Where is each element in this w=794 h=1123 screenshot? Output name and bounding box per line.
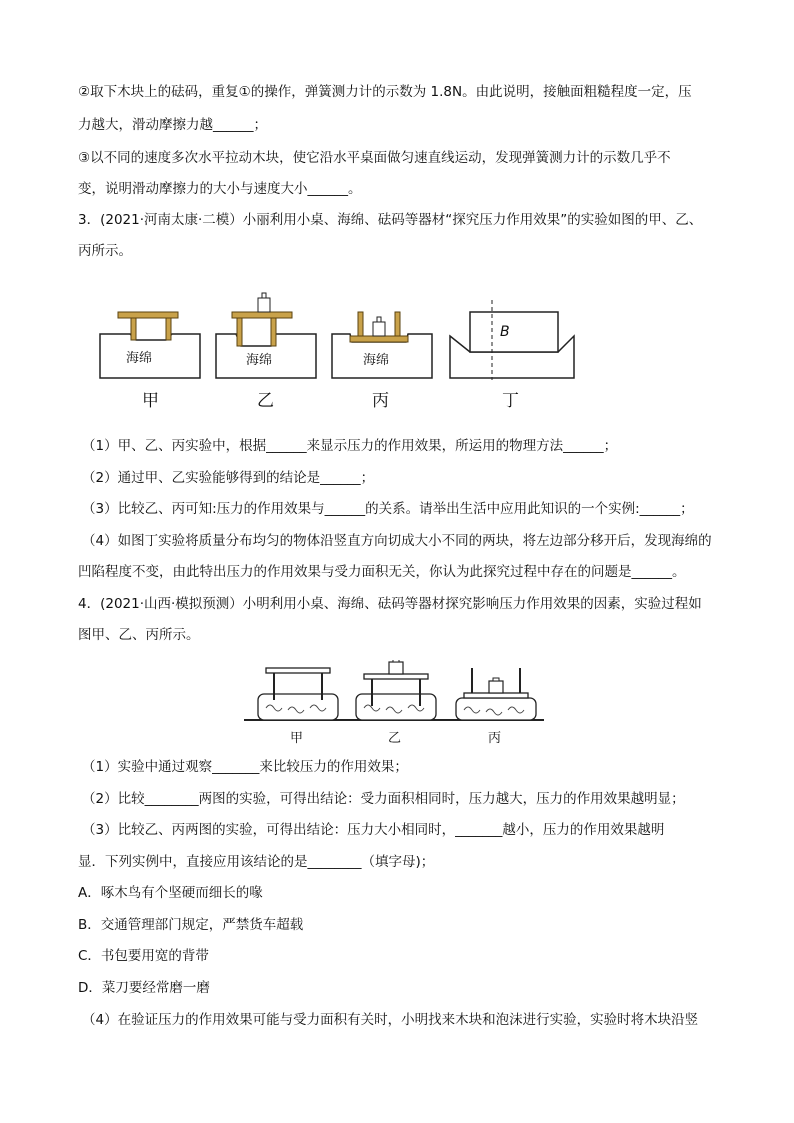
question-3-stem: 3．(2021·河南太康·二模）小丽利用小桌、海绵、砝码等器材“探究压力作用效果”的实验如图的甲、乙、	[78, 212, 703, 228]
option-c: C．书包要用宽的背带	[78, 948, 209, 964]
q3-item-2: （2）通过甲、乙实验能够得到的结论是______；	[82, 470, 375, 486]
caption-bing: 丙	[372, 391, 389, 411]
caption-jia: 甲	[290, 731, 304, 746]
q4-item-4: （4）在验证压力的作用效果可能与受力面积有关时，小明找来木块和泡沫进行实验，实验时将木块沿竖	[82, 1012, 699, 1028]
sponge-label: 海绵	[246, 353, 273, 368]
q4-item-3: （3）比较乙、丙两图的实验，可得出结论：压力大小相同时，_______越小，压力的作用效果越明	[82, 822, 665, 838]
caption-ding: 丁	[502, 391, 519, 411]
text-line: 显．下列实例中，直接应用该结论的是________（填字母)；	[78, 854, 435, 870]
caption-bing: 丙	[488, 731, 502, 746]
option-d: D．菜刀要经常磨一磨	[78, 980, 210, 996]
caption-yi: 乙	[257, 391, 274, 411]
option-b: B．交通管理部门规定，严禁货车超载	[78, 917, 304, 933]
figure-2	[244, 660, 544, 750]
caption-yi: 乙	[388, 731, 402, 746]
q3-item-1: （1）甲、乙、丙实验中，根据______来显示压力的作用效果，所运用的物理方法______；	[82, 438, 618, 454]
setup-ding	[450, 300, 574, 380]
q4-item-2: （2）比较________两图的实验，可得出结论：受力面积相同时，压力越大，压力的作用效果越明显；	[82, 791, 685, 807]
caption-jia: 甲	[142, 391, 159, 411]
setup-yi	[356, 660, 436, 720]
setup-bing	[456, 668, 536, 720]
setup-yi	[216, 293, 316, 378]
figure-1	[96, 284, 586, 414]
q4-item-1: （1）实验中通过观察_______来比较压力的作用效果；	[82, 759, 408, 775]
text-line: 丙所示。	[78, 243, 132, 259]
setup-bing	[332, 312, 432, 378]
text-line: 图甲、乙、丙所示。	[78, 627, 200, 643]
text-line: 力越大，滑动摩擦力越______；	[78, 117, 267, 133]
text-line: 凹陷程度不变，由此特出压力的作用效果与受力面积无关，你认为此探究过程中存在的问题是______。	[78, 564, 686, 580]
sponge-label: 海绵	[126, 351, 153, 366]
text-line: ②取下木块上的砝码，重复①的操作，弹簧测力计的示数为 1.8N。由此说明，接触面粗糙程度一定，压	[78, 84, 692, 100]
text-line: ③以不同的速度多次水平拉动木块，使它沿水平桌面做匀速直线运动，发现弹簧测力计的示数几乎不	[78, 150, 671, 166]
sponge-label: 海绵	[363, 353, 390, 368]
q3-item-4: （4）如图丁实验将质量分布均匀的物体沿竖直方向切成大小不同的两块，将左边部分移开后，发现海绵的	[82, 533, 712, 549]
text-line: 变，说明滑动摩擦力的大小与速度大小______。	[78, 181, 362, 197]
question-4-stem: 4．(2021·山西·模拟预测）小明利用小桌、海绵、砝码等器材探究影响压力作用效果的因素，实验过程如	[78, 596, 702, 612]
block-b-label: B	[500, 324, 510, 340]
setup-jia	[100, 312, 200, 378]
q3-item-3: （3）比较乙、丙可知:压力的作用效果与______的关系。请举出生活中应用此知识的一个实例:______；	[82, 501, 694, 517]
option-a: A．啄木鸟有个坚硬而细长的喙	[78, 885, 263, 901]
setup-jia	[258, 668, 338, 720]
